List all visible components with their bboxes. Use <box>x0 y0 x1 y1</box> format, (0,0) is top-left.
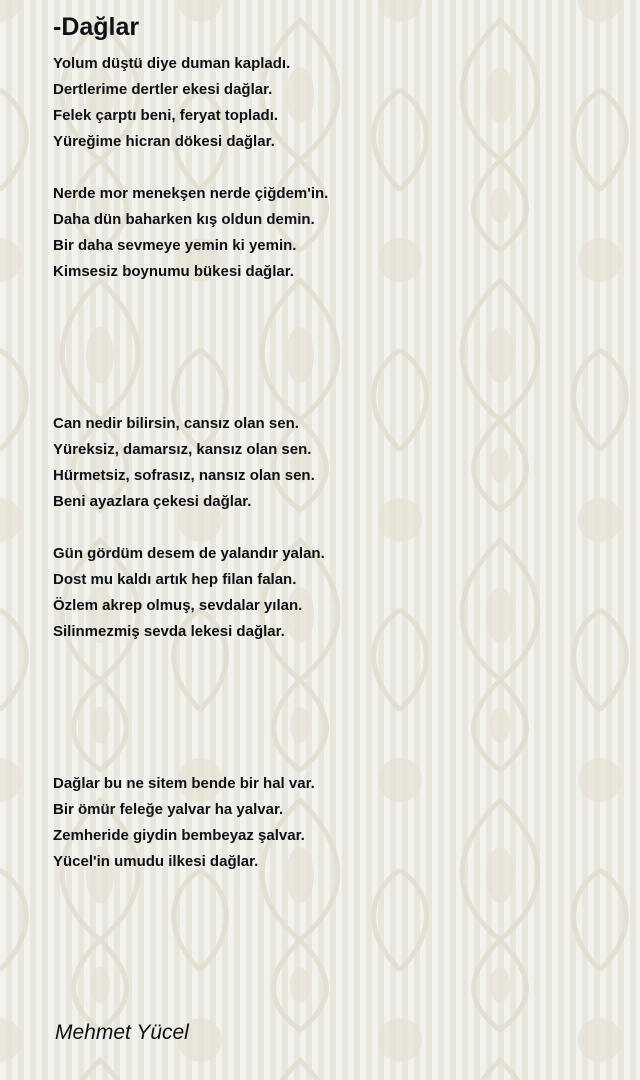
poem-line: Yolum düştü diye duman kapladı. <box>53 55 291 72</box>
poem-line: Bir ömür feleğe yalvar ha yalvar. <box>53 801 284 818</box>
stanza-1 <box>53 51 290 155</box>
poem-line: Yücel'in umudu ilkesi dağlar. <box>53 853 259 870</box>
poem-line: Yüreksiz, damarsız, kansız olan sen. <box>53 441 312 458</box>
poem-line: Gün gördüm desem de yalandır yalan. <box>53 545 325 562</box>
poem-author: Mehmet Yücel <box>55 1021 189 1044</box>
poem-title: -Dağlar <box>53 13 140 41</box>
poem-line: Beni ayazlara çekesi dağlar. <box>53 493 252 510</box>
poem-line: Kimsesiz boynumu bükesi dağlar. <box>53 263 294 280</box>
poem-line: Dertlerime dertler ekesi dağlar. <box>53 81 273 98</box>
stanza-3 <box>53 411 315 515</box>
poem-line: Can nedir bilirsin, cansız olan sen. <box>53 415 299 432</box>
poem-line: Yüreğime hicran dökesi dağlar. <box>53 133 275 150</box>
stanza-4 <box>53 541 325 645</box>
poem-line: Zemheride giydin bembeyaz şalvar. <box>53 827 305 844</box>
stanza-2 <box>53 181 328 285</box>
poem-line: Bir daha sevmeye yemin ki yemin. <box>53 237 297 254</box>
poem-line: Özlem akrep olmuş, sevdalar yılan. <box>53 597 303 614</box>
poem-line: Silinmezmiş sevda lekesi dağlar. <box>53 623 285 640</box>
poem-line: Dost mu kaldı artık hep filan falan. <box>53 571 297 588</box>
poem-line: Dağlar bu ne sitem bende bir hal var. <box>53 775 315 792</box>
poem-line: Nerde mor menekşen nerde çiğdem'in. <box>53 185 329 202</box>
poem-line: Daha dün baharken kış oldun demin. <box>53 211 315 228</box>
stanza-5 <box>53 771 315 875</box>
poem-line: Hürmetsiz, sofrasız, nansız olan sen. <box>53 467 315 484</box>
poem-line: Felek çarptı beni, feryat topladı. <box>53 107 279 124</box>
